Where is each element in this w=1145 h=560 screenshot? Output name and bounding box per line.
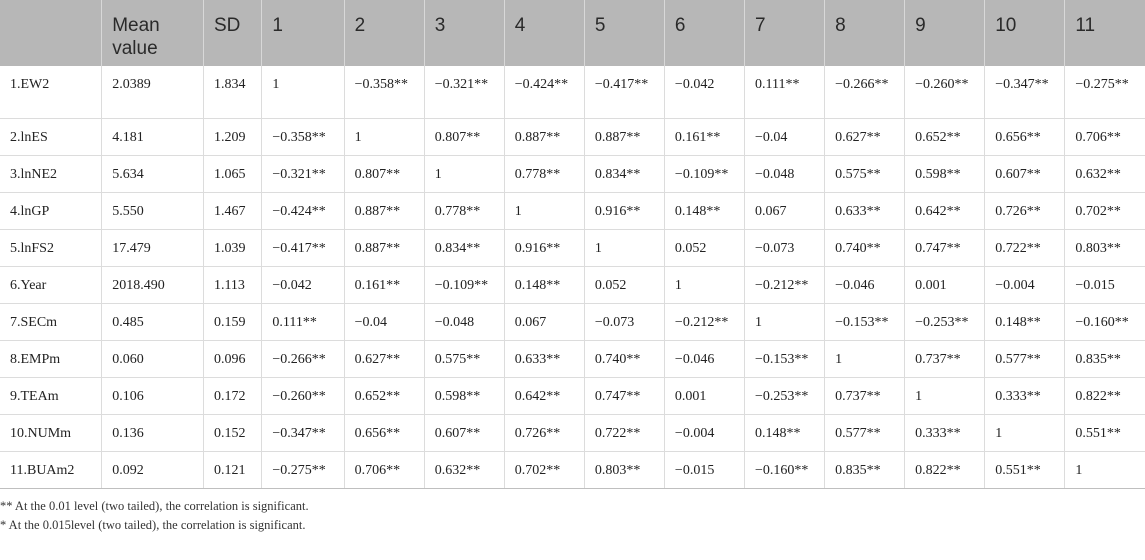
correlation-cell: 1 — [664, 266, 744, 303]
correlation-cell: 0.740** — [825, 229, 905, 266]
correlation-cell: −0.212** — [745, 266, 825, 303]
correlation-cell: −0.212** — [664, 303, 744, 340]
table-row — [0, 66, 1145, 118]
correlation-cell: 0.887** — [344, 229, 424, 266]
correlation-cell: 0.778** — [504, 155, 584, 192]
correlation-cell: 0.148** — [985, 303, 1065, 340]
correlation-cell: 0.726** — [985, 192, 1065, 229]
header-cell: 1 — [262, 0, 344, 66]
table-row — [0, 377, 1145, 414]
correlation-cell: −0.046 — [825, 266, 905, 303]
correlation-cell: 0.642** — [905, 192, 985, 229]
correlation-cell: −0.048 — [424, 303, 504, 340]
correlation-cell: −0.266** — [262, 340, 344, 377]
correlation-cell: 1 — [985, 414, 1065, 451]
correlation-cell: 0.067 — [745, 192, 825, 229]
correlation-cell: −0.275** — [262, 451, 344, 488]
mean-cell: 0.485 — [102, 303, 204, 340]
row-label: 10.NUMm — [0, 414, 102, 451]
correlation-cell: 0.803** — [584, 451, 664, 488]
mean-cell: 2018.490 — [102, 266, 204, 303]
correlation-cell: 0.001 — [905, 266, 985, 303]
correlation-cell: 0.161** — [664, 118, 744, 155]
correlation-cell: 0.575** — [424, 340, 504, 377]
correlation-cell: 0.333** — [985, 377, 1065, 414]
correlation-cell: 0.822** — [1065, 377, 1145, 414]
correlation-cell: 1 — [825, 340, 905, 377]
correlation-cell: 0.598** — [905, 155, 985, 192]
correlation-cell: 0.607** — [424, 414, 504, 451]
correlation-cell: 0.642** — [504, 377, 584, 414]
correlation-cell: 0.702** — [1065, 192, 1145, 229]
correlation-cell: 0.835** — [825, 451, 905, 488]
correlation-cell: 0.652** — [344, 377, 424, 414]
correlation-cell: 0.916** — [504, 229, 584, 266]
correlation-cell: −0.109** — [424, 266, 504, 303]
correlation-cell: −0.153** — [745, 340, 825, 377]
correlation-cell: −0.260** — [905, 66, 985, 118]
row-label: 11.BUAm2 — [0, 451, 102, 488]
header-cell: 4 — [504, 0, 584, 66]
correlation-cell: 1 — [1065, 451, 1145, 488]
correlation-cell: 0.807** — [424, 118, 504, 155]
mean-cell: 17.479 — [102, 229, 204, 266]
correlation-cell: 0.835** — [1065, 340, 1145, 377]
correlation-cell: 0.887** — [504, 118, 584, 155]
correlation-cell: 0.747** — [584, 377, 664, 414]
correlation-cell: 0.598** — [424, 377, 504, 414]
correlation-cell: 0.887** — [584, 118, 664, 155]
correlation-cell: 0.656** — [985, 118, 1065, 155]
correlation-cell: −0.04 — [344, 303, 424, 340]
row-label: 2.lnES — [0, 118, 102, 155]
correlation-cell: 0.803** — [1065, 229, 1145, 266]
correlation-cell: −0.424** — [504, 66, 584, 118]
header-cell: 9 — [905, 0, 985, 66]
correlation-cell: −0.048 — [745, 155, 825, 192]
correlation-cell: 0.577** — [985, 340, 1065, 377]
correlation-cell: −0.004 — [664, 414, 744, 451]
correlation-cell: 0.111** — [262, 303, 344, 340]
row-label: 1.EW2 — [0, 66, 102, 118]
correlation-cell: 0.551** — [1065, 414, 1145, 451]
correlation-cell: 0.652** — [905, 118, 985, 155]
correlation-cell: −0.275** — [1065, 66, 1145, 118]
correlation-cell: 0.161** — [344, 266, 424, 303]
mean-cell: 5.550 — [102, 192, 204, 229]
mean-cell: 0.060 — [102, 340, 204, 377]
correlation-cell: 0.111** — [745, 66, 825, 118]
correlation-cell: −0.015 — [1065, 266, 1145, 303]
correlation-cell: −0.347** — [985, 66, 1065, 118]
correlation-cell: 1 — [424, 155, 504, 192]
mean-cell: 4.181 — [102, 118, 204, 155]
correlation-cell: −0.073 — [584, 303, 664, 340]
table-row — [0, 414, 1145, 451]
correlation-cell: −0.358** — [344, 66, 424, 118]
table-row — [0, 155, 1145, 192]
sd-cell: 1.467 — [203, 192, 261, 229]
sd-cell: 1.065 — [203, 155, 261, 192]
correlation-cell: −0.046 — [664, 340, 744, 377]
correlation-cell: 0.656** — [344, 414, 424, 451]
header-cell: Mean value — [102, 0, 204, 66]
correlation-cell: −0.253** — [905, 303, 985, 340]
sd-cell: 1.039 — [203, 229, 261, 266]
table-row — [0, 229, 1145, 266]
sd-cell: 1.209 — [203, 118, 261, 155]
row-label: 8.EMPm — [0, 340, 102, 377]
table-row — [0, 118, 1145, 155]
correlation-cell: 0.702** — [504, 451, 584, 488]
correlation-cell: 0.148** — [504, 266, 584, 303]
correlation-cell: −0.347** — [262, 414, 344, 451]
sd-cell: 0.172 — [203, 377, 261, 414]
table-row — [0, 340, 1145, 377]
table-header — [0, 0, 1145, 66]
mean-cell: 0.106 — [102, 377, 204, 414]
correlation-cell: 0.607** — [985, 155, 1065, 192]
sd-cell: 0.152 — [203, 414, 261, 451]
correlation-cell: 0.333** — [905, 414, 985, 451]
correlation-cell: 0.807** — [344, 155, 424, 192]
correlation-cell: 0.722** — [584, 414, 664, 451]
correlation-cell: 1 — [344, 118, 424, 155]
correlation-cell: 0.740** — [584, 340, 664, 377]
table-body — [0, 66, 1145, 488]
correlation-cell: 0.632** — [1065, 155, 1145, 192]
header-row — [0, 0, 1145, 66]
correlation-cell: −0.042 — [664, 66, 744, 118]
correlation-cell: 1 — [745, 303, 825, 340]
correlation-cell: 0.067 — [504, 303, 584, 340]
header-cell: 7 — [745, 0, 825, 66]
correlation-cell: −0.417** — [262, 229, 344, 266]
correlation-cell: 1 — [584, 229, 664, 266]
header-cell: 11 — [1075, 15, 1096, 36]
correlation-cell: 0.887** — [344, 192, 424, 229]
sd-cell: 0.159 — [203, 303, 261, 340]
row-label: 9.TEAm — [0, 377, 102, 414]
header-cell: 3 — [424, 0, 504, 66]
table-notes — [0, 489, 1145, 535]
mean-cell: 0.136 — [102, 414, 204, 451]
correlation-cell: 0.148** — [745, 414, 825, 451]
correlation-cell: 1 — [905, 377, 985, 414]
header-cell: 10 — [985, 0, 1065, 66]
correlation-cell: 0.834** — [584, 155, 664, 192]
correlation-cell: −0.260** — [262, 377, 344, 414]
header-cell: 8 — [825, 0, 905, 66]
correlation-cell: 1 — [262, 66, 344, 118]
table-row — [0, 451, 1145, 488]
row-label: 6.Year — [0, 266, 102, 303]
table-row — [0, 266, 1145, 303]
header-cell: SD — [203, 0, 261, 66]
correlation-cell: −0.424** — [262, 192, 344, 229]
correlation-cell: 0.726** — [504, 414, 584, 451]
correlation-cell: 0.778** — [424, 192, 504, 229]
correlation-cell: 0.627** — [344, 340, 424, 377]
header-cell: 2 — [344, 0, 424, 66]
row-label: 7.SECm — [0, 303, 102, 340]
correlation-cell: 0.632** — [424, 451, 504, 488]
correlation-cell: −0.253** — [745, 377, 825, 414]
sd-cell: 1.834 — [203, 66, 261, 118]
correlation-cell: 0.834** — [424, 229, 504, 266]
sd-cell: 0.096 — [203, 340, 261, 377]
correlation-cell: 0.633** — [825, 192, 905, 229]
sd-cell: 0.121 — [203, 451, 261, 488]
correlation-cell: −0.109** — [664, 155, 744, 192]
correlation-cell: −0.015 — [664, 451, 744, 488]
sd-cell: 1.113 — [203, 266, 261, 303]
correlation-cell: −0.321** — [262, 155, 344, 192]
row-label: 5.lnFS2 — [0, 229, 102, 266]
correlation-cell: 0.001 — [664, 377, 744, 414]
correlation-cell: 0.575** — [825, 155, 905, 192]
significance-note: * At the 0.015level (two tailed), the correlation is significant. — [0, 517, 306, 532]
correlation-cell: 0.627** — [825, 118, 905, 155]
correlation-cell: 0.722** — [985, 229, 1065, 266]
correlation-cell: 0.052 — [584, 266, 664, 303]
table-row — [0, 303, 1145, 340]
correlation-cell: 0.747** — [905, 229, 985, 266]
correlation-cell: −0.160** — [745, 451, 825, 488]
correlation-cell: 0.706** — [1065, 118, 1145, 155]
correlation-cell: −0.358** — [262, 118, 344, 155]
header-cell-blank — [0, 0, 102, 66]
mean-cell: 5.634 — [102, 155, 204, 192]
correlation-cell: −0.321** — [424, 66, 504, 118]
correlation-cell: 0.706** — [344, 451, 424, 488]
correlation-cell: 0.737** — [825, 377, 905, 414]
correlation-cell: −0.04 — [745, 118, 825, 155]
correlation-cell: −0.073 — [745, 229, 825, 266]
mean-cell: 0.092 — [102, 451, 204, 488]
correlation-cell: 0.551** — [985, 451, 1065, 488]
correlation-cell: −0.160** — [1065, 303, 1145, 340]
correlation-cell: 0.148** — [664, 192, 744, 229]
significance-note: ** At the 0.01 level (two tailed), the correlation is significant. — [0, 498, 309, 513]
correlation-cell: 0.916** — [584, 192, 664, 229]
row-label: 4.lnGP — [0, 192, 102, 229]
table-row — [0, 192, 1145, 229]
correlation-cell: 0.577** — [825, 414, 905, 451]
correlation-cell: −0.004 — [985, 266, 1065, 303]
correlation-cell: −0.153** — [825, 303, 905, 340]
correlation-cell: −0.266** — [825, 66, 905, 118]
correlation-cell: 0.633** — [504, 340, 584, 377]
correlation-cell: 1 — [504, 192, 584, 229]
correlation-cell: 0.822** — [905, 451, 985, 488]
header-cell: 6 — [664, 0, 744, 66]
correlation-cell: −0.417** — [584, 66, 664, 118]
correlation-cell: 0.052 — [664, 229, 744, 266]
correlation-cell: −0.042 — [262, 266, 344, 303]
row-label: 3.lnNE2 — [0, 155, 102, 192]
correlation-cell: 0.737** — [905, 340, 985, 377]
header-cell: 5 — [584, 0, 664, 66]
mean-cell: 2.0389 — [102, 66, 204, 118]
